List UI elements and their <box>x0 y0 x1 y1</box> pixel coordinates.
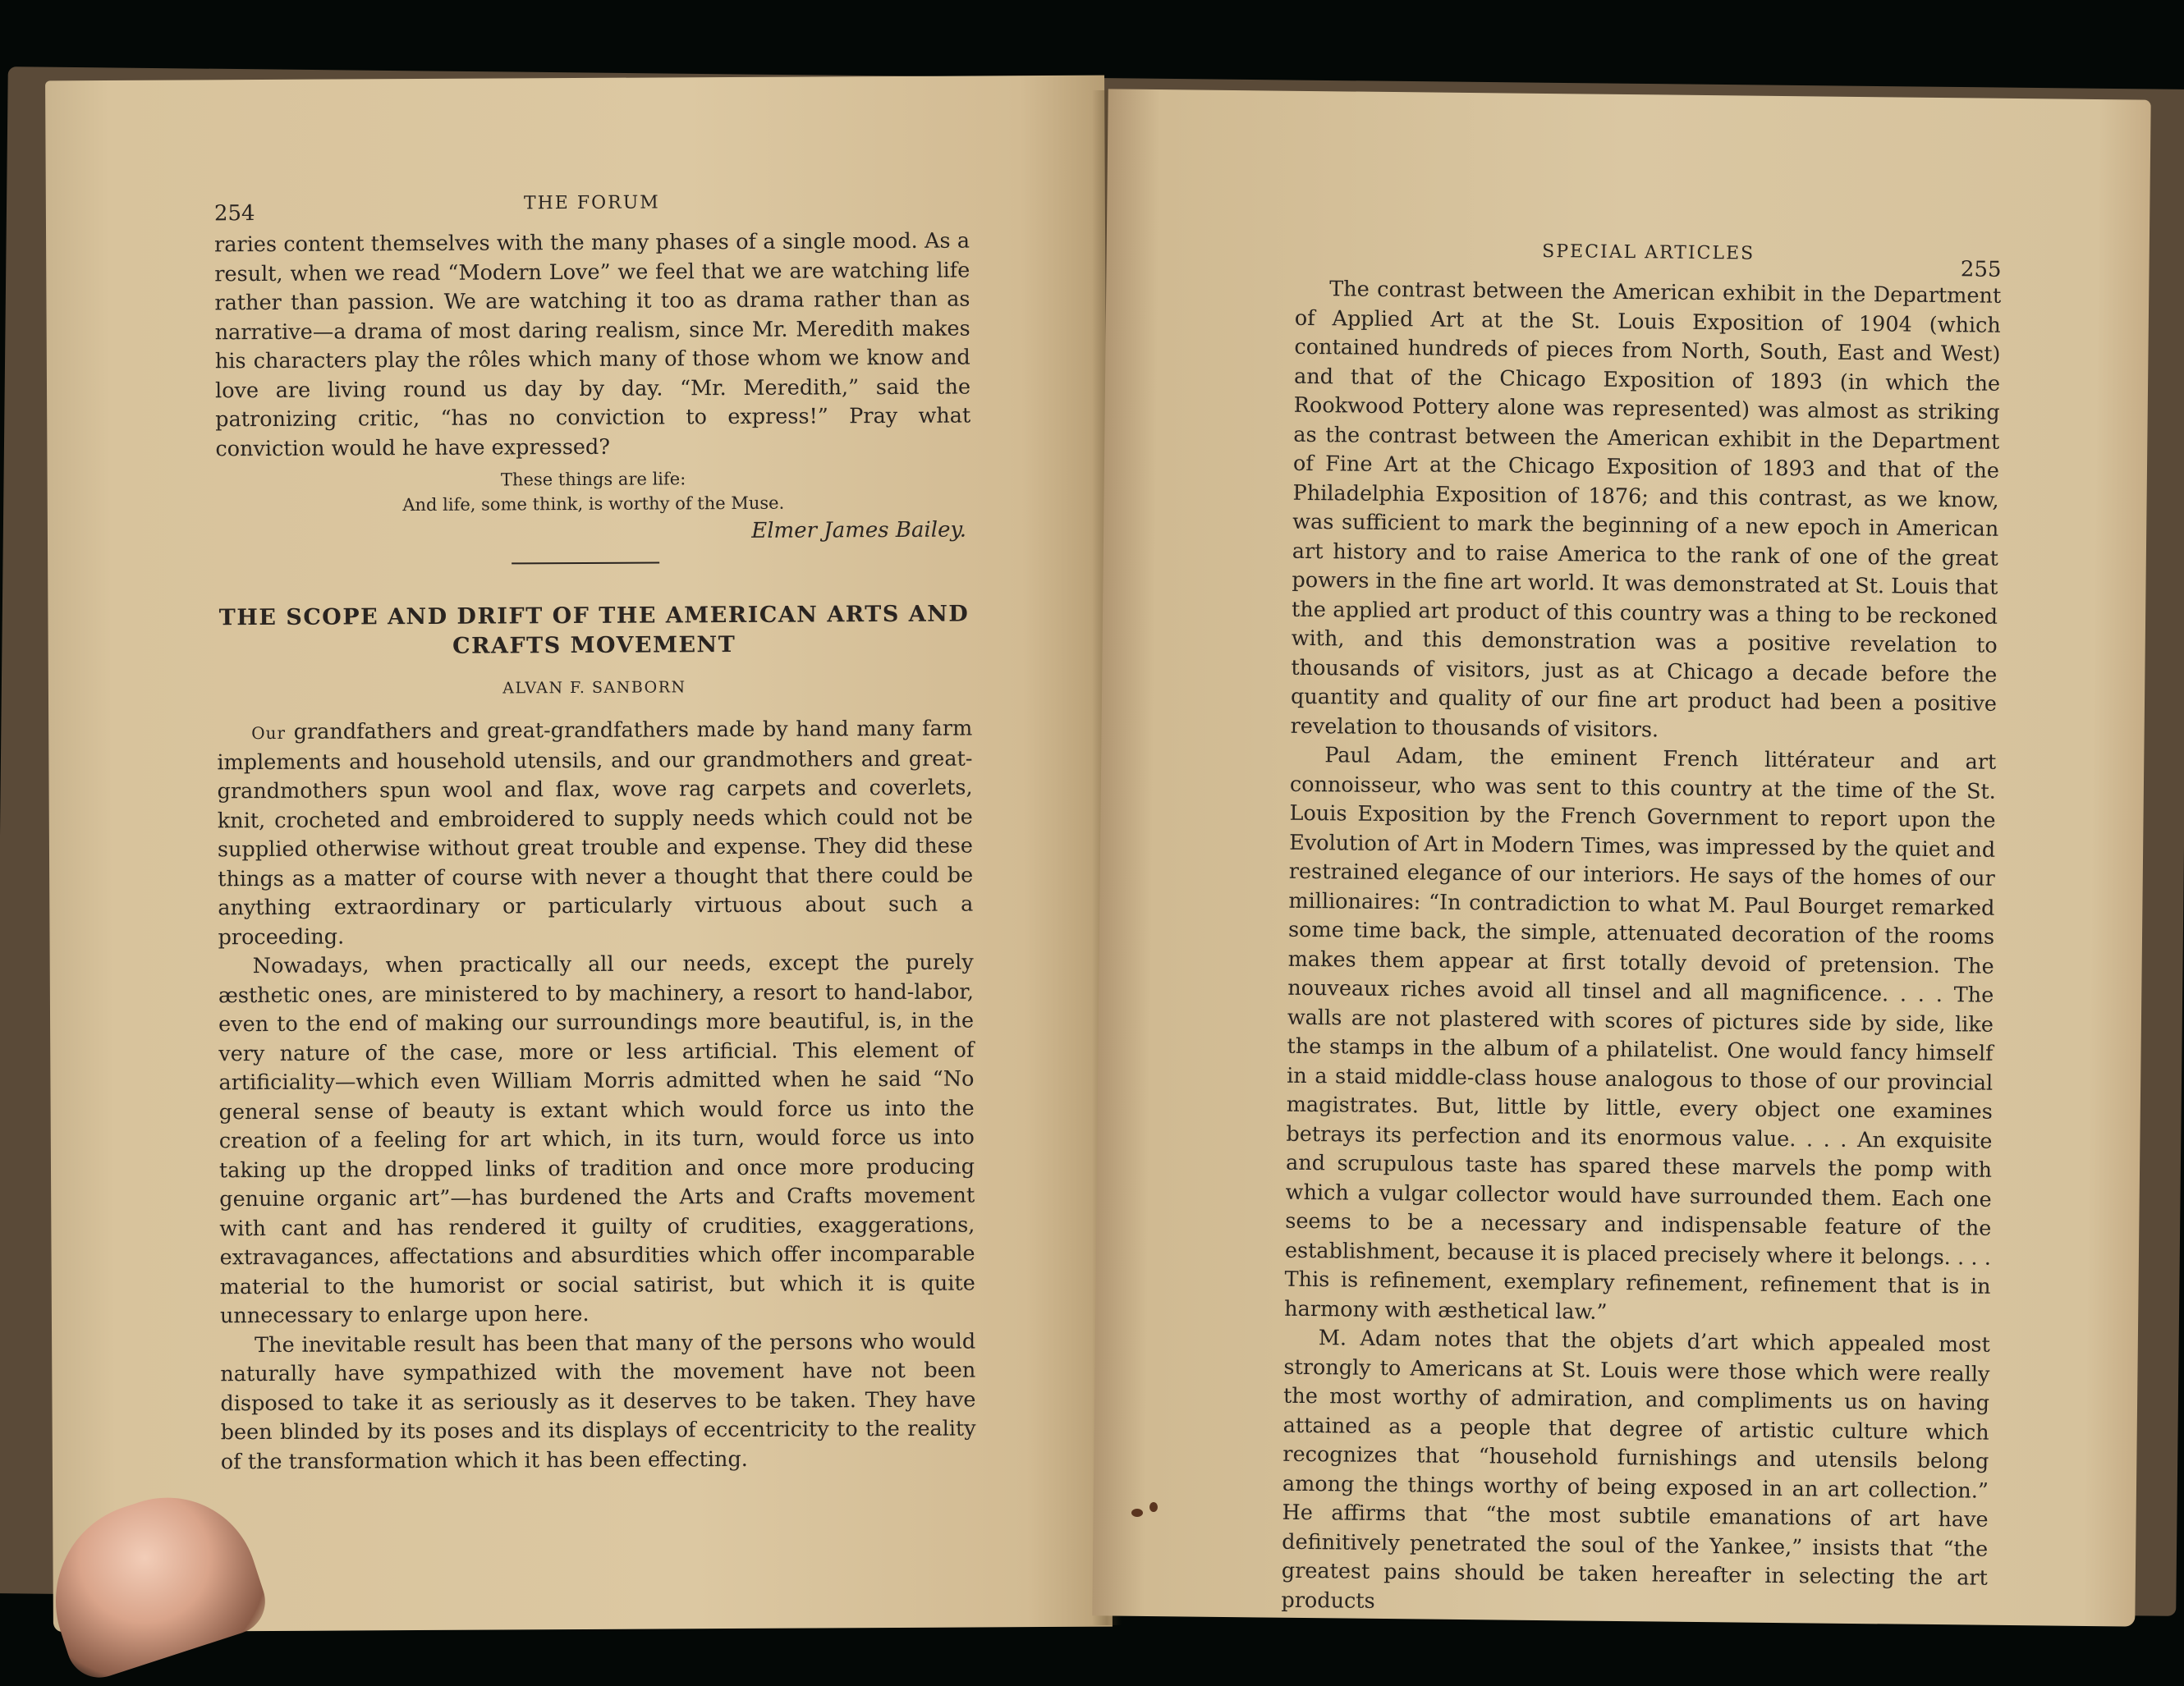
right-page-number: 255 <box>1960 257 2002 282</box>
section-divider <box>512 561 659 564</box>
article-paragraph-1 <box>217 714 973 952</box>
verse-line-2: And life, some think, is worthy of the Muse. <box>402 493 785 515</box>
left-page <box>45 76 1113 1633</box>
right-running-head <box>1295 239 2001 282</box>
left-page-number: 254 <box>213 201 255 227</box>
ink-stain <box>1149 1502 1158 1512</box>
article-title-line-2: CRAFTS MOVEMENT <box>452 631 736 659</box>
continued-paragraph: raries content themselves with the many phases of a single mood. As a result, when we read “Modern Love” we feel that we are watching life rather than passion. We are watching it too as drama rather than as narrative—a drama of most daring realism, since Mr. Meredith makes his characters play the rôles which many of those whom we know and love are living round us day by day. “Mr. Meredith,” said the patronizing critic, “has no conviction to express!” Pray what conviction would he have expressed? <box>214 228 971 461</box>
drop-word: Our <box>251 722 287 744</box>
verse-quote <box>216 465 971 518</box>
left-running-title: THE FORUM <box>523 192 660 214</box>
article-paragraph-2: Nowadays, when practically all our needs, except the purely æsthetic ones, are ministered to by machinery, a resort to hand-labor, even to the end of making our surroundings more beautiful, is, in the very nature of the case, more or less artificial. This element of artificiality—which even William Morris admitted when he said “No general sense of beauty is extant which would force us into the creation of a feeling for art which, in its turn, would force us into taking up the dropped links of tradition and once more producing genuine organic art”—has burdened the Arts and Crafts movement with cant and has rendered it guilty of crudities, exaggerations, extravagances, affectations and absurdities which offer incomparable material to the humorist or social satirist, but which it is quite unnecessary to enlarge upon here. <box>218 950 975 1329</box>
article-byline: ALVAN F. SANBORN <box>502 678 686 698</box>
right-paragraph-2: Paul Adam, the eminent French littérateur and art connoisseur, who was sent to this country at the time of the St. Louis Exposition by the French Government to report upon the Evolution of Art in Modern Times, was impressed by the quiet and restrained elegance of our interiors. He says of the homes of our millionaires: “In contradiction to what M. Paul Bourget remarked some time back, the simple, attenuated decoration of the rooms makes them appear at first totally devoid of pretension. The nouveaux riches avoid all tinsel and all magnificence. . . . The walls are not plastered with scores of pictures side by side, like the stamps in the album of a philatelist. One would fancy himself in a staid middle-class house analogous to those of our provincial magistrates. But, little by little, every object one examines betrays its perfection and its enormous value. . . . An exquisite and scrupulous taste has spared these marvels the pomp with which a vulgar collector would have surrounded them. Each one seems to be a necessary and indispensable feature of the establishment, because it is placed precisely where it belongs. . . . This is refinement, exemplary refinement, refinement that is in harmony with æsthetical law.” <box>1284 743 1997 1325</box>
right-page <box>1092 89 2150 1626</box>
ink-stain <box>1131 1509 1143 1517</box>
verse-line-1: These things are life: <box>500 469 686 490</box>
article-paragraph-1-text: grandfathers and great-grandfathers made by hand many farm implements and household utensils, and our grandmothers and great-grandmothers spun wool and flax, wove rag carpets and coverlets, knit, crocheted and embroidered to supply needs which could not be supplied otherwise without great trouble and expense. They did these things as a matter of course with never a thought that there could be anything extraordinary or particularly virtuous about such a proceeding. <box>217 716 974 950</box>
article-title-line-1: THE SCOPE AND DRIFT OF THE AMERICAN ARTS AND <box>218 601 970 631</box>
author-signature: Elmer James Bailey. <box>751 517 967 543</box>
article-title <box>216 599 971 662</box>
right-page-text-block <box>1281 239 2002 1623</box>
left-running-head <box>214 190 970 231</box>
right-paragraph-3: M. Adam notes that the objets d’art which appealed most strongly to Americans at St. Louis were those which were really the most worthy of admiration, and compliments us on having attained as a people that degree of artistic culture which recognizes that “household furnishings and utensils belong among the things worthy of being exposed in an art collection.” He affirms that “the most subtile emanations of art have definitively penetrated the soul of the Yankee,” insists that “the greatest pains should be taken hereafter in selecting the art products <box>1281 1326 1990 1614</box>
right-paragraph-1: The contrast between the American exhibit in the Department of Applied Art at the St. Louis Exposition of 1904 (which contained hundreds of pieces from North, South, East and West) and that of the Chicago Exposition of 1893 (in which the Rookwood Pottery alone was represented) was almost as striking as the contrast between the American exhibit in the Department of Fine Art at the Chicago Exposition of 1893 and that of the Philadelphia Exposition of 1876; and this contrast, as we know, was sufficient to mark the beginning of a new epoch in American art history and to raise America to the rank of one of the great powers in the fine art world. It was demonstrated at St. Louis that the applied art product of this country was a thing to be reckoned with, and this demonstration was a positive revelation to thousands of visitors, just as at Chicago a decade before the quantity and quality of our fine art product had been a positive revelation to thousands of visitors. <box>1290 277 2002 742</box>
article-paragraph-3: The inevitable result has been that many of the persons who would naturally have sympathized with the movement have not been disposed to take it as seriously as it deserves to be taken. They have been blinded by its poses and its displays of eccentricity to the reality of the transformation which it has been effecting. <box>220 1328 976 1474</box>
left-page-text-block <box>214 190 976 1477</box>
right-running-title: SPECIAL ARTICLES <box>1542 241 1755 264</box>
